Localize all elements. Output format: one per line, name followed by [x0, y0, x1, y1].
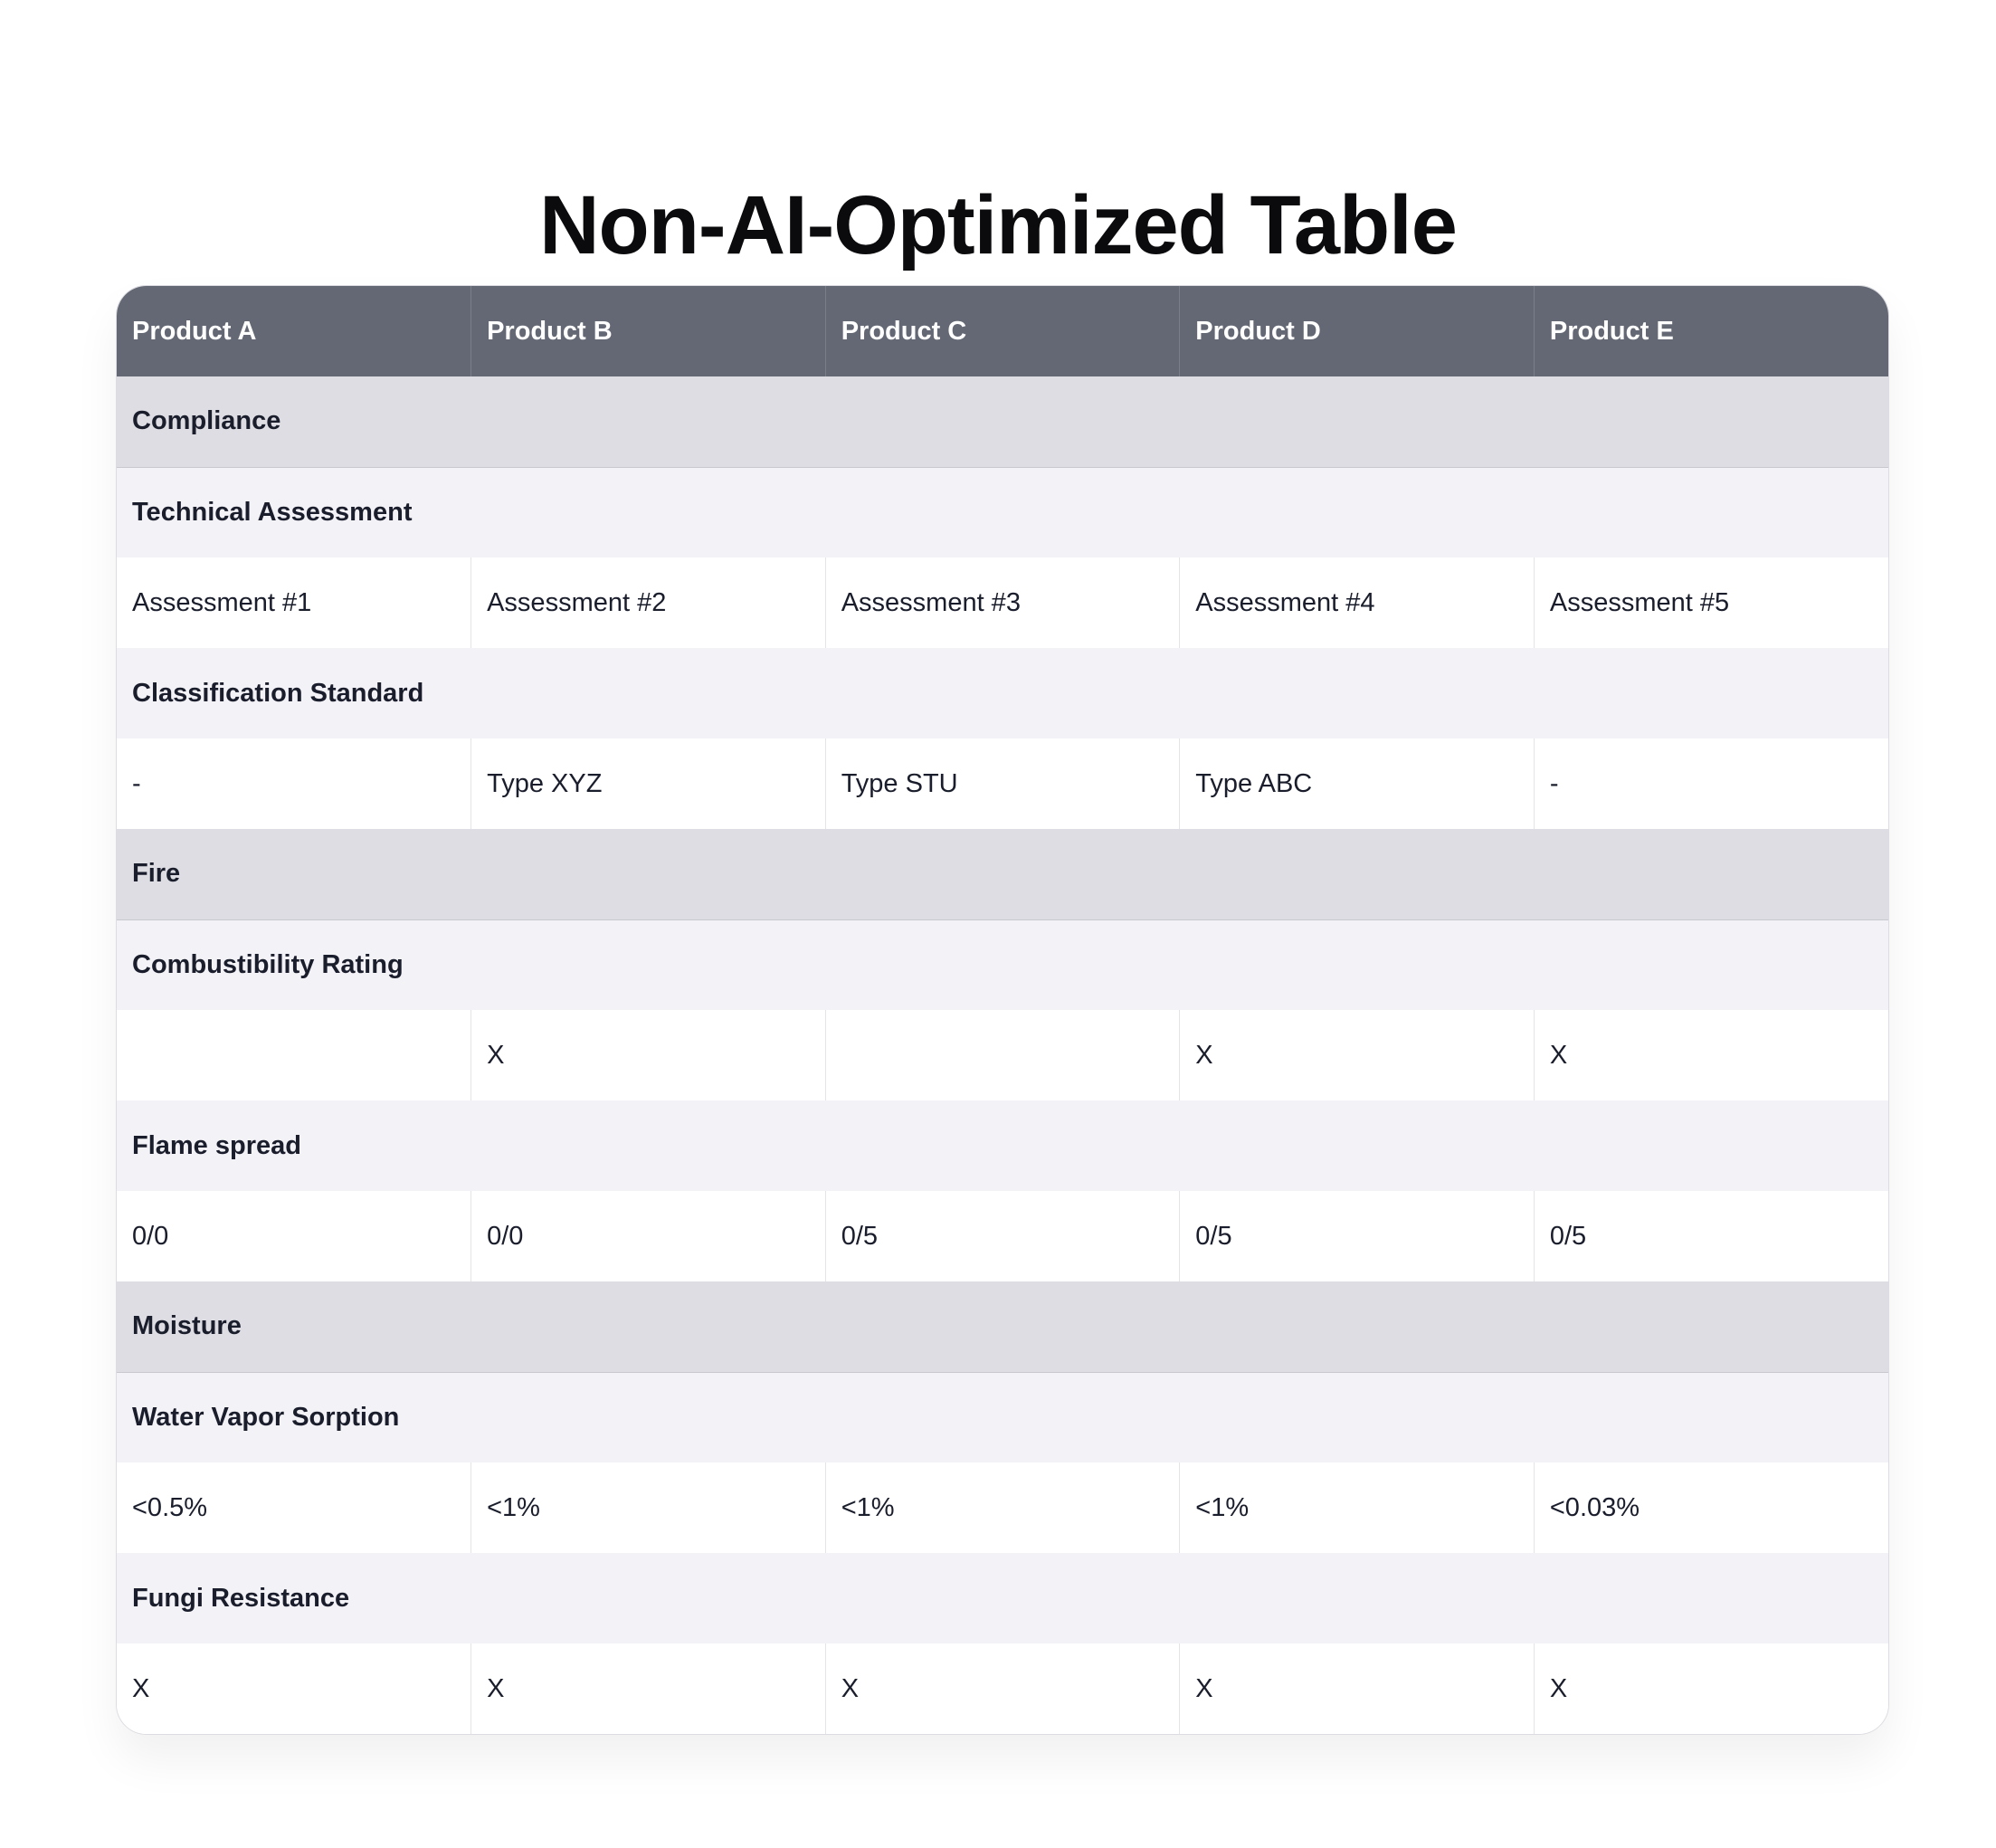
subsection-row [117, 1553, 1888, 1643]
subsection-row [117, 919, 1888, 1010]
table-cell: 0/5 [1180, 1191, 1535, 1281]
section-row [117, 1281, 1888, 1372]
subsection-label: Technical Assessment [117, 467, 1888, 557]
table-cell: X [1180, 1010, 1535, 1100]
column-header-product-c: Product C [825, 286, 1180, 376]
table-row [117, 1010, 1888, 1100]
table-cell: 0/0 [117, 1191, 471, 1281]
table-cell: X [471, 1010, 826, 1100]
table-row [117, 1643, 1888, 1734]
column-header-product-b: Product B [471, 286, 826, 376]
section-label: Moisture [117, 1281, 1888, 1372]
table-cell: Type ABC [1180, 738, 1535, 829]
column-header-product-d: Product D [1180, 286, 1535, 376]
table-cell: Assessment #2 [471, 557, 826, 648]
table-cell: <1% [1180, 1462, 1535, 1553]
subsection-label: Water Vapor Sorption [117, 1372, 1888, 1462]
table-row [117, 557, 1888, 648]
header-row [117, 286, 1888, 376]
table-cell [825, 1010, 1180, 1100]
table-cell: Type STU [825, 738, 1180, 829]
section-label: Fire [117, 829, 1888, 919]
table-cell [117, 1010, 471, 1100]
table-cell: X [1534, 1643, 1888, 1734]
table-cell: <1% [825, 1462, 1180, 1553]
table-cell: 0/0 [471, 1191, 826, 1281]
table-cell: <0.03% [1534, 1462, 1888, 1553]
subsection-label: Flame spread [117, 1100, 1888, 1191]
table-cell: <1% [471, 1462, 826, 1553]
table-cell: <0.5% [117, 1462, 471, 1553]
page-title: Non-AI-Optimized Table [539, 178, 1457, 271]
subsection-label: Classification Standard [117, 648, 1888, 738]
column-header-product-e: Product E [1534, 286, 1888, 376]
table-cell: X [1534, 1010, 1888, 1100]
comparison-table [116, 285, 1889, 1735]
subsection-row [117, 1372, 1888, 1462]
section-label: Compliance [117, 376, 1888, 467]
subsection-row [117, 1100, 1888, 1191]
section-row [117, 376, 1888, 467]
table-row [117, 1462, 1888, 1553]
table-cell: Assessment #3 [825, 557, 1180, 648]
table-row [117, 738, 1888, 829]
table-cell: X [117, 1643, 471, 1734]
table-cell: X [471, 1643, 826, 1734]
subsection-row [117, 648, 1888, 738]
table-cell: - [1534, 738, 1888, 829]
table-cell: 0/5 [825, 1191, 1180, 1281]
subsection-label: Combustibility Rating [117, 919, 1888, 1010]
table-cell: Assessment #5 [1534, 557, 1888, 648]
table-cell: Type XYZ [471, 738, 826, 829]
table-cell: - [117, 738, 471, 829]
subsection-label: Fungi Resistance [117, 1553, 1888, 1643]
table-cell: Assessment #4 [1180, 557, 1535, 648]
subsection-row [117, 467, 1888, 557]
table-cell: X [1180, 1643, 1535, 1734]
table-row [117, 1191, 1888, 1281]
table-cell: 0/5 [1534, 1191, 1888, 1281]
table-cell: Assessment #1 [117, 557, 471, 648]
column-header-product-a: Product A [117, 286, 471, 376]
section-row [117, 829, 1888, 919]
table-cell: X [825, 1643, 1180, 1734]
